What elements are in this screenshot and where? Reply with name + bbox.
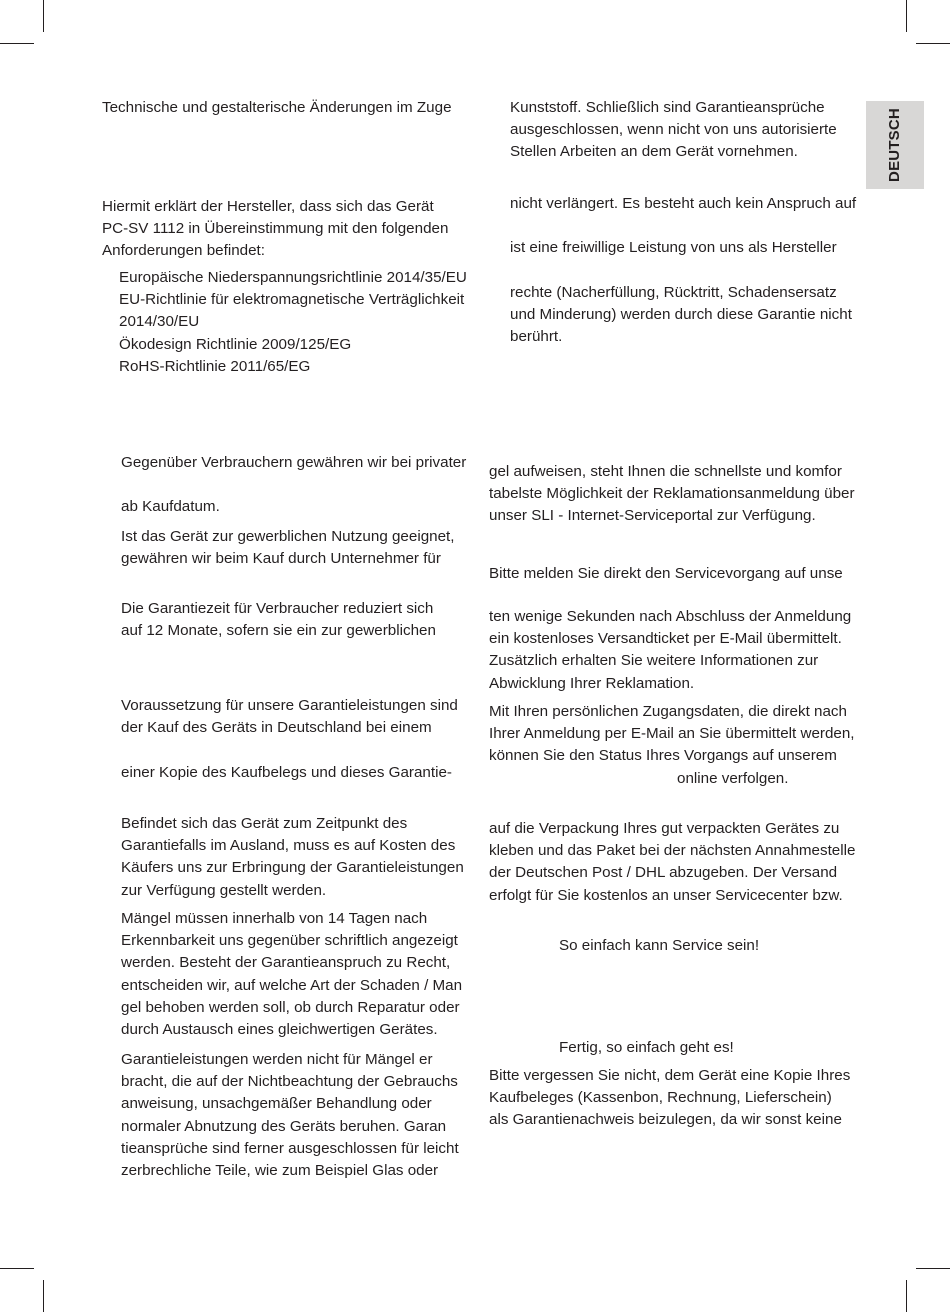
warranty-paragraph: Garantieleistungen werden nicht für Mängel er bracht, die auf der Nichtbeachtung der Gebrauchs anweisung, unsachgemäßer Behandlung oder normaler Abnutzung des Geräts beruhen. Garan tieansprüche sind ferner ausgeschlossen für leicht zerbrechliche Teile, wie zum Beispiel Glas oder [121, 1051, 459, 1180]
crop-mark-top-right-v [906, 0, 907, 32]
receipt-reminder: Bitte vergessen Sie nicht, dem Gerät eine Kopie Ihres Kaufbeleges (Kassenbon, Rechnung, Lieferschein) als Garantienachweis beizulegen, da wir sonst keine [489, 1067, 851, 1129]
statutory-rights-note: rechte (Nacherfüllung, Rücktritt, Schadensersatz und Minderung) werden durch diese Garantie nicht berührt. [510, 284, 852, 346]
crop-mark-top-left-v [43, 0, 44, 32]
service-paragraph: Bitte melden Sie direkt den Servicevorgang auf unse [489, 565, 843, 582]
crop-mark-bottom-left-h [0, 1268, 34, 1269]
warranty-paragraph: Befindet sich das Gerät zum Zeitpunkt des Garantiefalls im Ausland, muss es auf Kosten des Käufers uns zur Erbringung der Garantieleistungen zur Verfügung gestellt werden. [121, 815, 464, 899]
warranty-paragraph: Die Garantiezeit für Verbraucher reduziert sich auf 12 Monate, sofern sie ein zur gewerblichen [121, 600, 436, 640]
warranty-extension-note: nicht verlängert. Es besteht auch kein Anspruch auf [510, 195, 857, 212]
done-slogan: Fertig, so einfach geht es! [559, 1039, 734, 1056]
language-tab-label: DEUTSCH [885, 108, 903, 182]
service-paragraph: gel aufweisen, steht Ihnen die schnellste und komfor tabelste Möglichkeit der Reklamationsanmeldung über unser SLI - Internet-Serviceportal zur Verfügung. [489, 463, 855, 525]
directive-item: EU-Richtlinie für elektromagnetische Verträglichkeit [119, 291, 465, 309]
warranty-paragraph: einer Kopie des Kaufbelegs und dieses Garantie- [121, 764, 452, 781]
crop-mark-bottom-right-v [906, 1280, 907, 1312]
directive-item: 2014/30/EU [119, 313, 200, 331]
exclusion-paragraph: Kunststoff. Schließlich sind Garantieansprüche ausgeschlossen, wenn nicht von uns autorisierte Stellen Arbeiten an dem Gerät vornehmen. [510, 99, 837, 161]
conformity-declaration: Hiermit erklärt der Hersteller, dass sich das Gerät PC-SV 1112 in Übereinstimmung mit den folgenden Anforderungen befindet: [102, 198, 449, 260]
service-paragraph: Mit Ihren persönlichen Zugangsdaten, die direkt nach Ihrer Anmeldung per E-Mail an Sie übermittelt werden, können Sie den Status Ihres Vorgangs auf unserem online verfolgen. [489, 703, 855, 787]
crop-mark-bottom-right-h [916, 1268, 950, 1269]
directive-list [119, 267, 467, 378]
warranty-paragraph: Gegenüber Verbrauchern gewähren wir bei privater [121, 454, 467, 471]
service-paragraph: ten wenige Sekunden nach Abschluss der Anmeldung ein kostenloses Versandticket per E-Mail übermittelt. Zusätzlich erhalten Sie weitere Informationen zur Abwicklung Ihrer Reklamation. [489, 608, 852, 692]
service-slogan: So einfach kann Service sein! [559, 937, 760, 954]
directive-item: Europäische Niederspannungsrichtlinie 2014/35/EU [119, 269, 467, 286]
crop-mark-top-right-h [916, 43, 950, 44]
warranty-paragraph: Mängel müssen innerhalb von 14 Tagen nach Erkennbarkeit uns gegenüber schriftlich angezeigt werden. Besteht der Garantieanspruch zu Recht, entscheiden wir, auf welche Art der Schaden / Man gel behoben werden soll, ob durch Reparatur oder durch Austausch eines gleichwertigen Gerätes. [121, 910, 463, 1039]
warranty-paragraph: ab Kaufdatum. [121, 498, 220, 515]
crop-mark-top-left-h [0, 43, 34, 44]
language-tab [866, 101, 924, 189]
changes-note: Technische und gestalterische Änderungen im Zuge [102, 99, 452, 116]
crop-mark-bottom-left-v [43, 1280, 44, 1312]
warranty-paragraph: Ist das Gerät zur gewerblichen Nutzung geeignet, gewähren wir beim Kauf durch Unternehmer für [121, 528, 455, 568]
warranty-paragraph: Voraussetzung für unsere Garantieleistungen sind der Kauf des Geräts in Deutschland bei einem [121, 697, 458, 737]
voluntary-service-note: ist eine freiwillige Leistung von uns als Hersteller [510, 239, 837, 256]
directive-item: RoHS-Richtlinie 2011/65/EG [119, 357, 311, 375]
service-paragraph: auf die Verpackung Ihres gut verpackten Gerätes zu kleben und das Paket bei der nächsten Annahmestelle der Deutschen Post / DHL abzugeben. Der Versand erfolgt für Sie kostenlos an unser Servicecenter bzw. [489, 820, 856, 904]
directive-item: Ökodesign Richtlinie 2009/125/EG [119, 335, 352, 353]
